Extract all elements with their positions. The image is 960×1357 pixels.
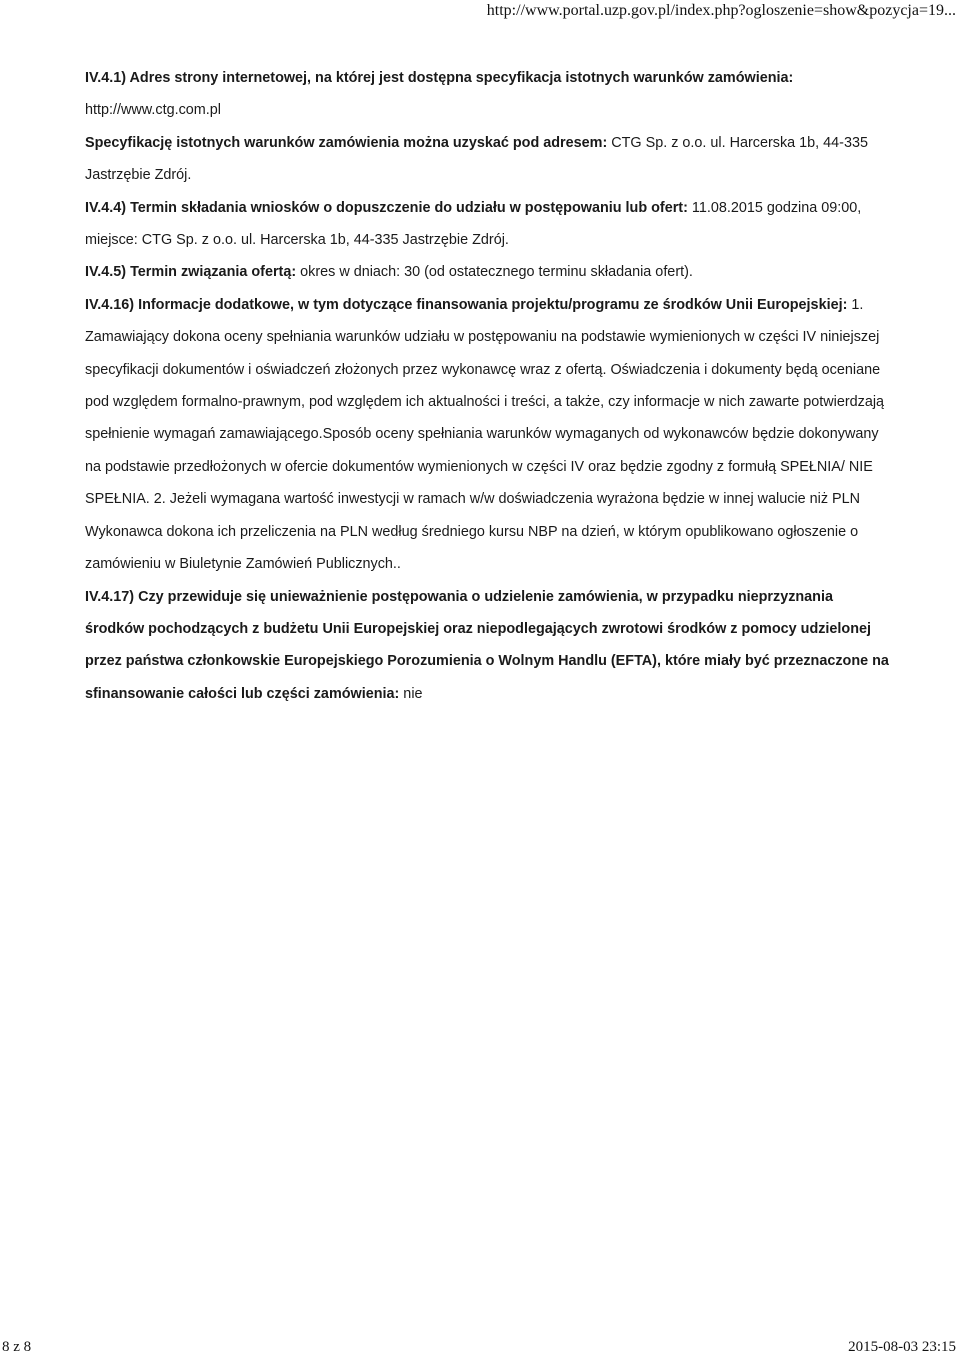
print-datetime: 2015-08-03 23:15 — [848, 1339, 956, 1355]
notice-content — [85, 62, 895, 710]
section-iv-4-4-value: 11.08.2015 godzina 09:00, miejsce: CTG Sp. z o.o. ul. Harcerska 1b, 44-335 Jastrzębie Zdrój. — [85, 199, 862, 249]
section-siwz-value: CTG Sp. z o.o. ul. Harcerska 1b, 44-335 Jastrzębie Zdrój. — [85, 134, 868, 184]
section-siwz-label: Specyfikację istotnych warunków zamówienia można uzyskać pod adresem: — [85, 134, 608, 151]
section-iv-4-5-value: okres w dniach: 30 (od ostatecznego terminu składania ofert). — [296, 264, 693, 281]
section-iv-4-1-label: IV.4.1) Adres strony internetowej, na której jest dostępna specyfikacja istotnych warunków zamówienia: — [85, 70, 794, 86]
section-iv-4-5-label: IV.4.5) Termin związania ofertą: — [85, 264, 297, 281]
section-iv-4-5 — [85, 256, 895, 288]
section-iv-4-16-value: 1. Zamawiający dokona oceny spełniania warunków udziału w postępowaniu na podstawie wymienionych w części IV niniejszej specyfikacji dokumentów i oświadczeń złożonych przez wykonawcę wraz z ofertą. Oświadczenia i dokumenty będą oceniane pod względem formalno-prawnym, pod względem ich aktualności i treści, a także, czy informacje w nich zawarte potwierdzają spełnienie wymagań zamawiającego.Sposób oceny spełniania warunków wymaganych od wykonawców będzie dokonywany na podstawie przedłożonych w ofercie dokumentów wymienionych w części IV oraz będzie zgodny z formułą SPEŁNIA/ NIE SPEŁNIA. 2. Jeżeli wymagana wartość inwestycji w ramach w/w doświadczenia wyrażona będzie w innej walucie niż PLN Wykonawca dokona ich przeliczenia na PLN według średniego kursu NBP na dzień, w którym opublikowano ogłoszenie o zamówieniu w Biuletynie Zamówień Publicznych.. — [85, 296, 885, 573]
page-url-header: http://www.portal.uzp.gov.pl/index.php?ogloszenie=show&pozycja=19... — [486, 2, 956, 19]
section-iv-4-1 — [85, 62, 895, 127]
page-counter: 8 z 8 — [2, 1339, 32, 1355]
section-iv-4-17-value: nie — [399, 685, 423, 702]
section-iv-4-17-label: IV.4.17) Czy przewiduje się unieważnienie postępowania o udzielenie zamówienia, w przypadku nieprzyznania środków pochodzących z budżetu Unii Europejskiej oraz niepodlegających zwrotowi środków z pomocy udzielonej przez państwa członkowskie Europejskiego Porozumienia o Wolnym Handlu (EFTA), które miały być przeznaczone na sfinansowanie całości lub części zamówienia: — [85, 588, 889, 702]
section-iv-4-16-label: IV.4.16) Informacje dodatkowe, w tym dotyczące finansowania projektu/programu ze środków Unii Europejskiej: — [85, 296, 848, 313]
section-siwz-address — [85, 127, 895, 192]
section-iv-4-4-label: IV.4.4) Termin składania wniosków o dopuszczenie do udziału w postępowaniu lub ofert: — [85, 199, 688, 216]
section-iv-4-16 — [85, 289, 895, 581]
section-iv-4-4 — [85, 192, 895, 257]
section-iv-4-17 — [85, 581, 895, 711]
section-iv-4-1-value: http://www.ctg.com.pl — [85, 102, 221, 119]
